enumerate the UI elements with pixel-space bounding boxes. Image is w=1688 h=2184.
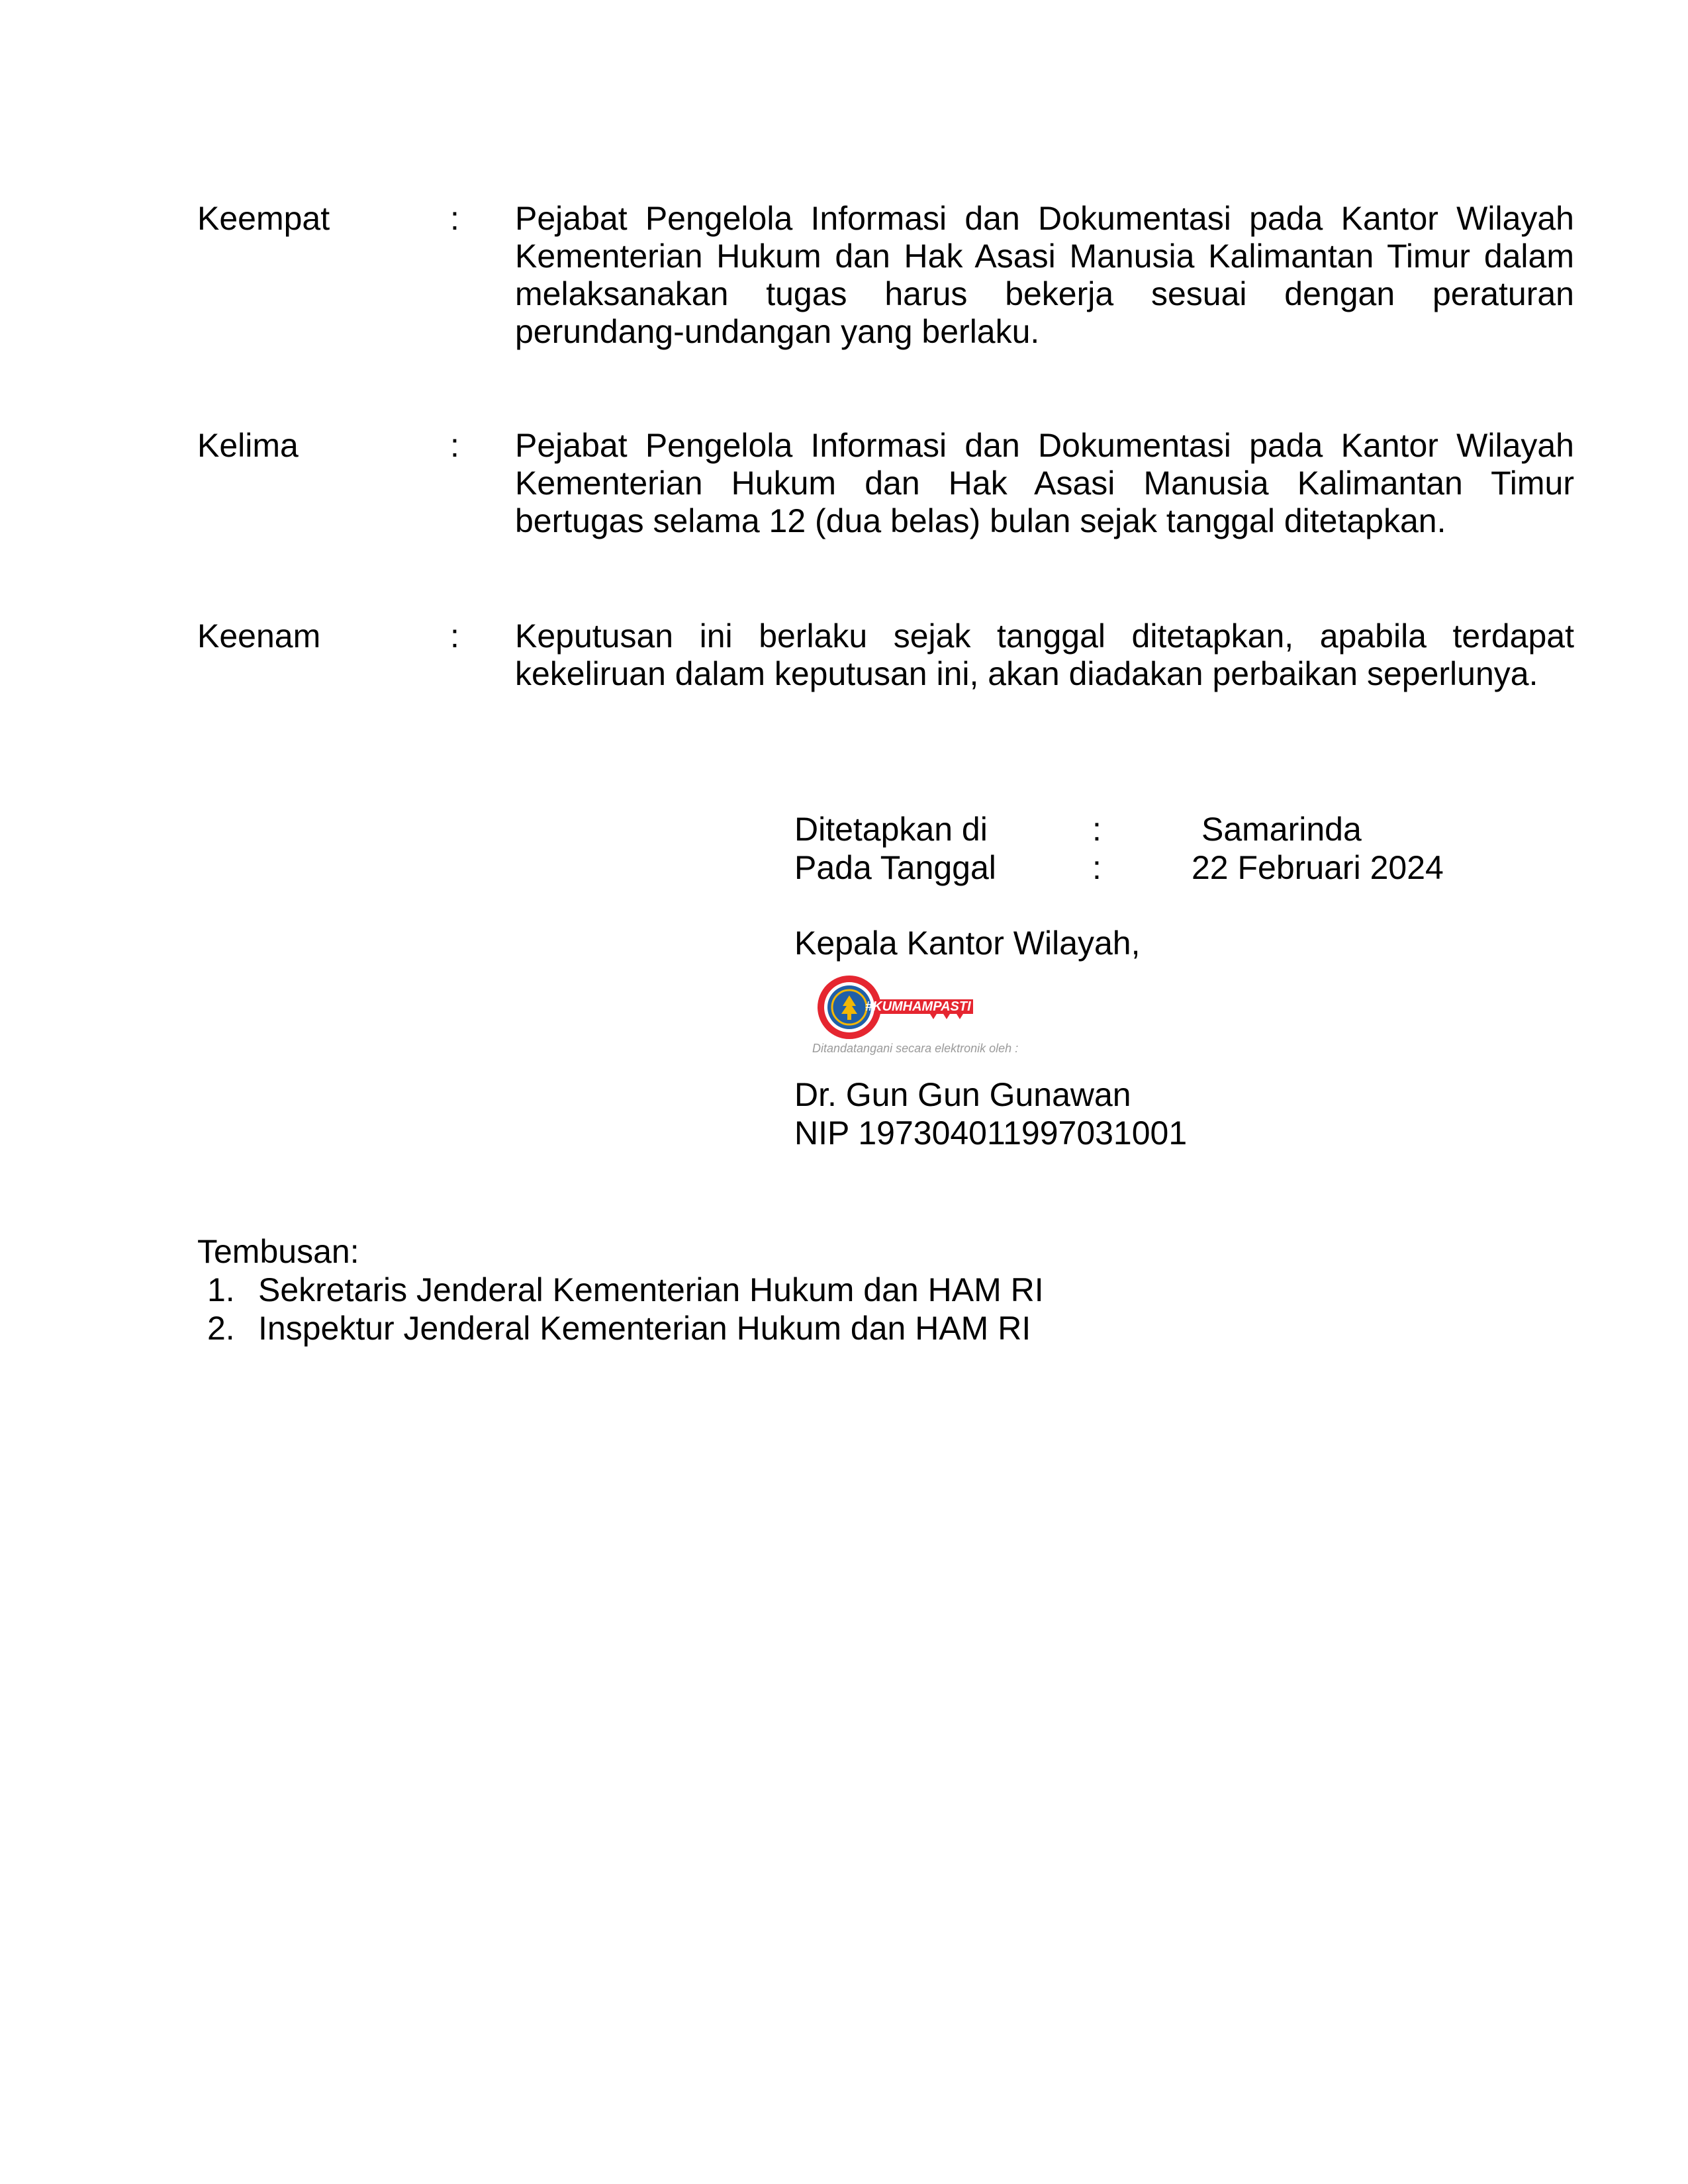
tembusan-item-text: Inspektur Jenderal Kementerian Hukum dan HAM RI xyxy=(258,1310,1031,1347)
place-label: Ditetapkan di xyxy=(794,811,988,848)
date-label: Pada Tanggal xyxy=(794,849,996,886)
clause-text: Keputusan ini berlaku sejak tanggal ditetapkan, apabila terdapat kekeliruan dalam keputusan ini, akan diadakan perbaikan seperlunya. xyxy=(515,617,1574,692)
date-colon: : xyxy=(1092,849,1102,886)
place-value: Samarinda xyxy=(1201,811,1362,848)
clause-colon: : xyxy=(450,200,459,237)
clause-text: Pejabat Pengelola Informasi dan Dokumentasi pada Kantor Wilayah Kementerian Hukum dan Hak Asasi Manusia Kalimantan Timur bertugas selama 12 (dua belas) bulan sejak tanggal ditetapkan. xyxy=(515,427,1574,539)
signer-name: Dr. Gun Gun Gunawan xyxy=(794,1076,1131,1113)
clause-text: Pejabat Pengelola Informasi dan Dokumentasi pada Kantor Wilayah Kementerian Hukum dan Hak Asasi Manusia Kalimantan Timur dalam melaksanakan tugas harus bekerja sesuai dengan peraturan perundang-undangan yang berlaku. xyxy=(515,200,1574,350)
place-colon: : xyxy=(1092,811,1102,848)
tembusan-item-number: 2. xyxy=(207,1310,235,1347)
signer-nip: NIP 197304011997031001 xyxy=(794,1115,1188,1152)
clause-label: Kelima xyxy=(197,427,299,464)
tembusan-item-number: 1. xyxy=(207,1271,235,1308)
clause-colon: : xyxy=(450,617,459,655)
e-signature-stamp-icon xyxy=(811,973,1089,1059)
clause-label: Keempat xyxy=(197,200,330,237)
tembusan-heading: Tembusan: xyxy=(197,1233,359,1270)
clause-label: Keenam xyxy=(197,617,321,655)
date-row xyxy=(794,849,1523,887)
place-row xyxy=(794,811,1523,848)
stamp-tag: #KUMHAMPASTI xyxy=(865,999,971,1014)
tembusan-item-text: Sekretaris Jenderal Kementerian Hukum dan HAM RI xyxy=(258,1271,1044,1308)
tembusan-item xyxy=(197,1310,1323,1347)
clause-colon: : xyxy=(450,427,459,464)
tembusan-item xyxy=(197,1271,1323,1309)
date-value: 22 Februari 2024 xyxy=(1192,849,1444,886)
stamp-caption: Ditandatangani secara elektronik oleh : xyxy=(812,1042,1019,1055)
signer-title: Kepala Kantor Wilayah, xyxy=(794,925,1141,962)
